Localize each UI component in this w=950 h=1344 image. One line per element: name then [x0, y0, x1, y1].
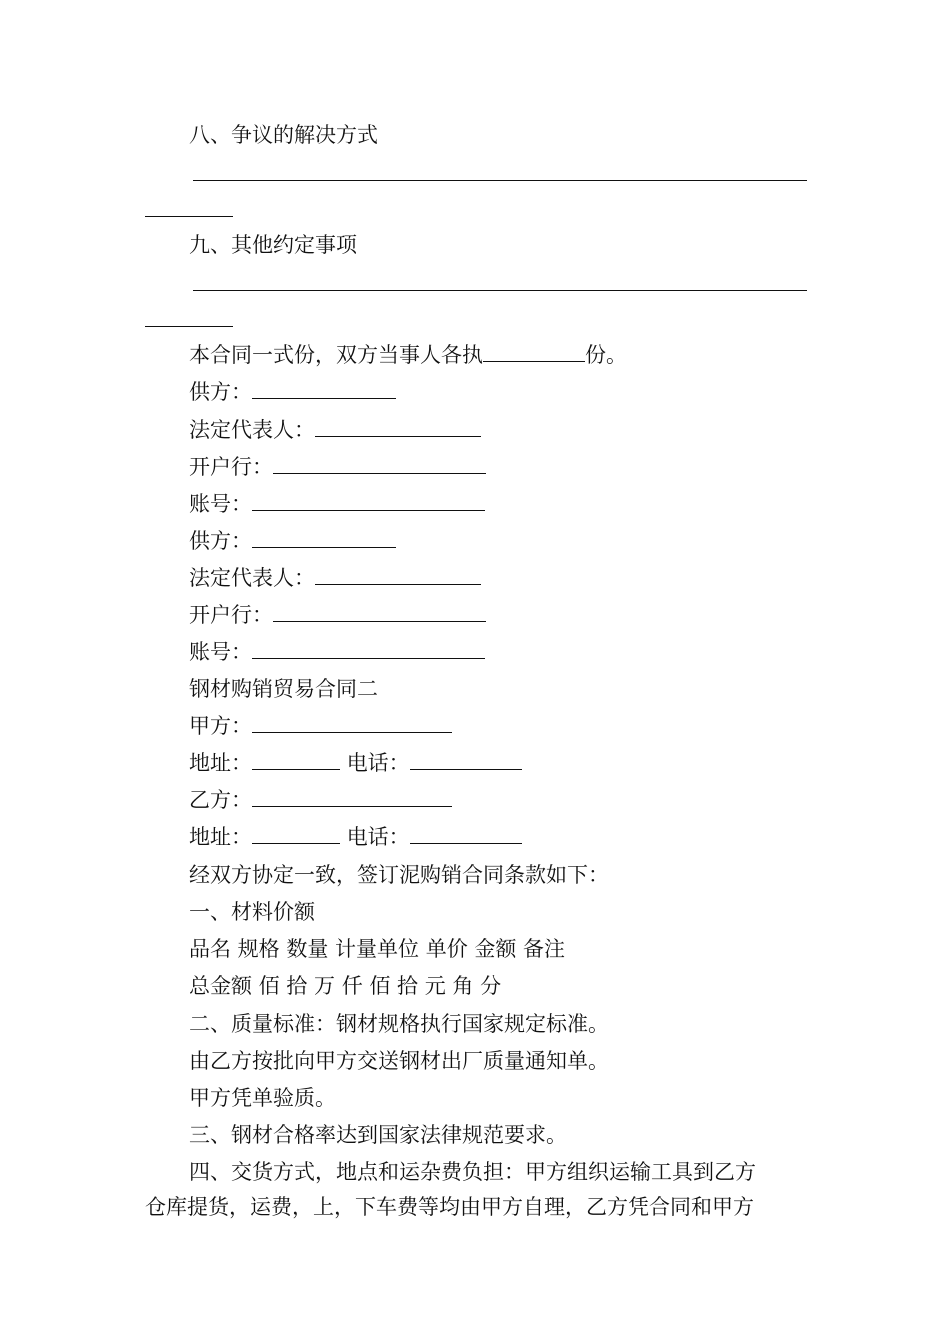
bank-blank — [273, 453, 486, 474]
bank-label: 开户行： — [189, 455, 273, 479]
rep-blank — [315, 416, 481, 437]
section-8-title: 八、争议的解决方式 — [189, 123, 378, 147]
bank-line-2 — [189, 600, 486, 630]
copies-blank — [483, 341, 585, 362]
fill-line — [193, 180, 807, 181]
item-3: 三、钢材合格率达到国家法律规范要求。 — [189, 1123, 567, 1147]
phone-blank — [410, 749, 522, 770]
supplier-line-1 — [189, 377, 396, 407]
columns-text: 品名 规格 数量 计量单位 单价 金额 备注 — [189, 937, 566, 961]
address-label: 地址： — [189, 751, 252, 775]
section-9-title: 九、其他约定事项 — [189, 233, 357, 257]
intro-text: 经双方协定一致，签订泥购销合同条款如下： — [189, 863, 609, 887]
account-blank — [252, 490, 485, 511]
account-label: 账号： — [189, 492, 252, 516]
item-2-c: 甲方凭单验质。 — [189, 1086, 336, 1110]
copies-text: 本合同一式份，双方当事人各执 — [189, 343, 483, 367]
contract2-title: 钢材购销贸易合同二 — [189, 677, 378, 701]
item-4-line-1: 四、交货方式，地点和运杂费负担：甲方组织运输工具到乙方 — [189, 1160, 756, 1184]
fill-line — [145, 326, 233, 327]
party-b-label: 乙方： — [189, 788, 252, 812]
address-phone-line-2 — [189, 822, 522, 852]
account-blank — [252, 638, 485, 659]
total-text: 总金额 佰 拾 万 仟 佰 拾 元 角 分 — [189, 974, 502, 998]
item-1: 一、材料价额 — [189, 900, 315, 924]
party-a-label: 甲方： — [189, 714, 252, 738]
supplier-blank — [252, 527, 396, 548]
party-b-line — [189, 785, 452, 815]
rep-blank — [315, 564, 481, 585]
rep-line-2 — [189, 563, 481, 593]
account-line-1 — [189, 489, 485, 519]
address-phone-line-1 — [189, 748, 522, 778]
address-blank — [252, 823, 340, 844]
supplier-label: 供方： — [189, 529, 252, 553]
supplier-label: 供方： — [189, 380, 252, 404]
bank-line-1 — [189, 452, 486, 482]
item-2: 二、质量标准：钢材规格执行国家规定标准。 — [189, 1012, 609, 1036]
fill-line — [145, 216, 233, 217]
phone-blank — [410, 823, 522, 844]
phone-label: 电话： — [346, 751, 410, 775]
bank-label: 开户行： — [189, 603, 273, 627]
party-a-line — [189, 711, 452, 741]
rep-label: 法定代表人： — [189, 566, 315, 590]
copies-line — [189, 340, 627, 370]
item-2-b: 由乙方按批向甲方交送钢材出厂质量通知单。 — [189, 1049, 609, 1073]
fill-line — [193, 290, 807, 291]
account-line-2 — [189, 637, 485, 667]
address-blank — [252, 749, 340, 770]
supplier-blank — [252, 378, 396, 399]
party-b-blank — [252, 786, 452, 807]
bank-blank — [273, 601, 486, 622]
copies-suffix: 份。 — [585, 343, 627, 367]
party-a-blank — [252, 712, 452, 733]
phone-label: 电话： — [346, 825, 410, 849]
item-4-line-2: 仓库提货，运费，上，下车费等均由甲方自理，乙方凭合同和甲方 — [145, 1195, 754, 1219]
rep-label: 法定代表人： — [189, 418, 315, 442]
rep-line-1 — [189, 415, 481, 445]
address-label: 地址： — [189, 825, 252, 849]
account-label: 账号： — [189, 640, 252, 664]
supplier-line-2 — [189, 526, 396, 556]
